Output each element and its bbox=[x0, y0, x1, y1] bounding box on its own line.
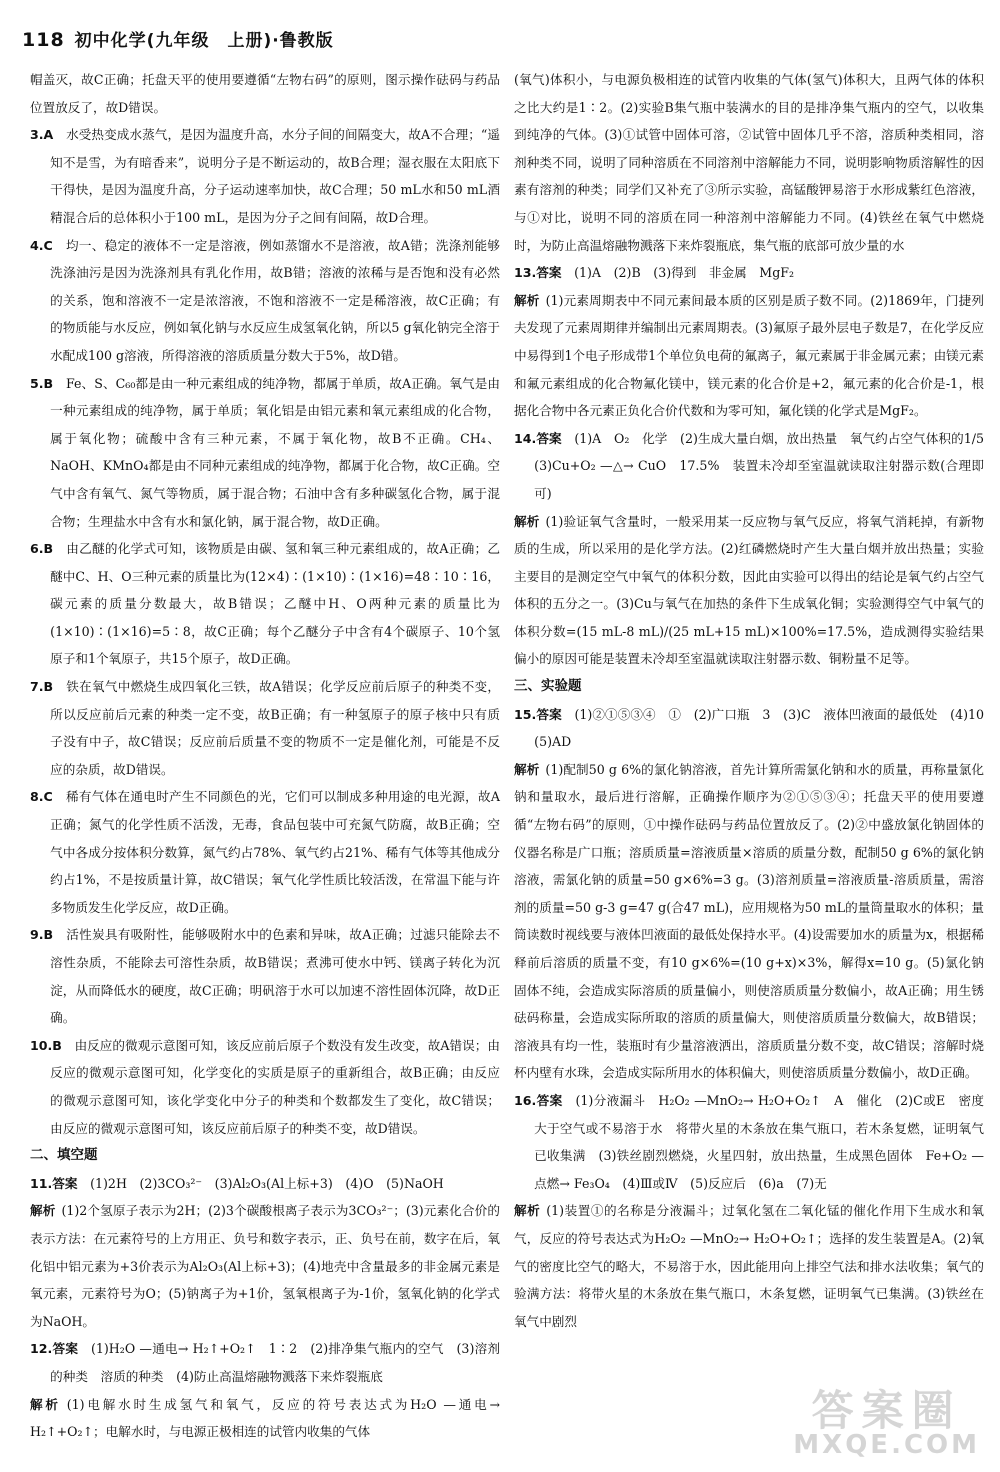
answer: (1)A O₂ 化学 (2)生成大量白烟，放出热量 氧气约占空气体积的1/5 (3)Cu+O₂ —△→ CuO 17.5% 装置未冷却至室温就读取注射器示数(合理即可) bbox=[534, 430, 997, 501]
question-4 bbox=[30, 232, 500, 370]
continuation-text: 帽盖灭，故C正确；托盘天平的使用要遵循“左物右码”的原则，图示操作砝码与药品位置放反了，故D错误。 bbox=[30, 72, 500, 115]
answer-label: 12.答案 bbox=[30, 1341, 79, 1357]
explanation-label: 解析 bbox=[514, 292, 540, 308]
question-10 bbox=[30, 1032, 500, 1142]
answer-label: 16.答案 bbox=[514, 1092, 563, 1108]
question-number: 3.A bbox=[30, 127, 54, 143]
book-title: 初中化学(九年级 上册)·鲁教版 bbox=[74, 31, 334, 51]
question-number: 6.B bbox=[30, 541, 54, 557]
explanation: 均一、稳定的液体不一定是溶液，例如蒸馏水不是溶液，故A错；洗涤剂能够洗涤油污是因为洗涤剂具有乳化作用，故B错；溶液的浓稀与是否饱和没有必然的关系，饱和溶液不一定是浓溶液，不饱和溶液不一定是稀溶液，故C正确；有的物质能与水反应，例如氧化钠与水反应生成氢氧化钠，所以5 g氧化钠完全溶于水配成100 g溶液，所得溶液的溶质质量分数大于5%，故D错。 bbox=[50, 237, 500, 363]
question-15-explanation bbox=[514, 756, 984, 1087]
continuation-text: (氧气)体积小，与电源负极相连的试管内收集的气体(氢气)体积大，且两气体的体积之比大约是1∶2。(2)实验B集气瓶中装满水的目的是排净集气瓶内的空气，以收集到纯净的气体。(3)①试管中固体可溶，②试管中固体几乎不溶，溶质种类相同，溶剂种类不同，说明了同种溶质在不同溶剂中溶解能力不同，说明影响物质溶解性的因素有溶剂的种类；同学们又补充了③所示实验，高锰酸钾易溶于水形成紫红色溶液，与①对比，说明不同的溶质在同一种溶剂中溶解能力不同。(4)铁丝在氧气中燃烧时，为防止高温熔融物溅落下来炸裂瓶底，集气瓶的底部可放少量的水 bbox=[514, 72, 984, 253]
explanation: (1)元素周期表中不同元素间最本质的区别是质子数不同。(2)1869年，门捷列夫发现了元素周期律并编制出元素周期表。(3)氟原子最外层电子数是7，在化学反应中易得到1个电子形成带1个单位负电荷的氟离子，氟元素属于非金属元素；由镁元素和氟元素组成的化合物氟化镁中，镁元素的化合价是+2，氟元素的化合价是-1，根据化合物中各元素正负化合价代数和为零可知，氟化镁的化学式是MgF₂。 bbox=[514, 292, 985, 419]
section-heading: 三、实验题 bbox=[514, 678, 582, 695]
question-12-answer bbox=[30, 1335, 500, 1390]
question-13-answer bbox=[514, 259, 984, 287]
question-number: 4.C bbox=[30, 237, 53, 253]
answer: (1)2H (2)3CO₃²⁻ (3)Al₂O₃(Al上标+3) (4)O (5)NaOH bbox=[90, 1175, 444, 1191]
explanation: (1)2个氢原子表示为2H；(2)3个碳酸根离子表示为3CO₃²⁻；(3)元素化合价的表示方法：在元素符号的上方用正、负号和数字表示，正、负号在前，数字在后，氧化铝中铝元素为+3价表示为Al₂O₃(Al上标+3)；(4)地壳中含量最多的非金属元素是氧元素，元素符号为O；(5)钠离子为+1价，氢氧根离子为-1价，氢氧化钠的化学式为NaOH。 bbox=[30, 1203, 501, 1329]
left-column bbox=[30, 66, 500, 1446]
explanation: Fe、S、C₆₀都是由一种元素组成的纯净物，都属于单质，故A正确。氧气是由一种元素组成的纯净物，属于单质；氧化铝是由铝元素和氧元素组成的化合物，属于氧化物；硫酸中含有三种元素，不属于氧化物，故B不正确。CH₄、NaOH、KMnO₄都是由不同种元素组成的纯净物，都属于化合物，故C正确。空气中含有氧气、氮气等物质，属于混合物；石油中含有多种碳氢化合物，属于混合物；生理盐水中含有水和氯化钠，属于混合物，故D正确。 bbox=[50, 375, 500, 529]
explanation: (1)电解水时生成氢气和氧气，反应的符号表达式为H₂O —通电→ H₂↑+O₂↑；电解水时，与电源正极相连的试管内收集的气体 bbox=[30, 1396, 500, 1440]
explanation-label: 解析 bbox=[514, 761, 540, 777]
question-8 bbox=[30, 783, 500, 921]
explanation: 稀有气体在通电时产生不同颜色的光，它们可以制成多种用途的电光源，故A正确；氮气的化学性质不活泼，无毒，食品包装中可充氮气防腐，故B正确；空气中各成分按体积分数算，氮气约占78%、氧气约占21%、稀有气体等其他成分约占1%，不是按质量计算，故C错误；氧气化学性质比较活泼，在常温下能与许多物质发生化学反应，故D正确。 bbox=[50, 789, 500, 915]
explanation-label: 解析 bbox=[30, 1203, 56, 1219]
question-11-explanation bbox=[30, 1197, 500, 1335]
explanation: 水受热变成水蒸气，是因为温度升高，水分子间的间隔变大，故A不合理；“遥知不是雪，为有暗香来”，说明分子是不断运动的，故B合理；湿衣服在太阳底下干得快，是因为温度升高，分子运动速率加快，故C合理；50 mL水和50 mL酒精混合后的总体积小于100 mL，是因为分子之间有间隔，故D合理。 bbox=[50, 127, 500, 225]
explanation: 铁在氧气中燃烧生成四氧化三铁，故A错误；化学反应前后原子的种类不变，所以反应前后元素的种类一定不变，故B正确；有一种氢原子的原子核中只有质子没有中子，故C错误；反应前后质量不变的物质不一定是催化剂，可能是不反应的杂质，故D错误。 bbox=[50, 679, 500, 777]
question-3 bbox=[30, 121, 500, 231]
question-14-explanation bbox=[514, 508, 984, 674]
question-11-answer bbox=[30, 1170, 500, 1198]
answer-label: 13.答案 bbox=[514, 265, 562, 281]
question-5 bbox=[30, 370, 500, 536]
explanation-label: 解析 bbox=[514, 1203, 541, 1219]
answer: (1)H₂O —通电→ H₂↑+O₂↑ 1∶2 (2)排净集气瓶内的空气 (3)溶剂的种类 溶质的种类 (4)防止高温熔融物溅落下来炸裂瓶底 bbox=[50, 1341, 500, 1384]
question-12-explanation bbox=[30, 1391, 500, 1446]
answer: (1)A (2)B (3)得到 非金属 MgF₂ bbox=[574, 265, 795, 281]
explanation: 由乙醚的化学式可知，该物质是由碳、氢和氧三种元素组成的，故A正确；乙醚中C、H、O三种元素的质量比为(12×4)∶(1×10)∶(1×16)=48∶10∶16，碳元素的质量分数最大，故B错误；乙醚中H、O两种元素的质量比为(1×10)∶(1×16)=5∶8，故C正确；每个乙醚分子中含有4个碳原子、10个氢原子和1个氧原子，共15个原子，故D正确。 bbox=[50, 541, 500, 667]
right-column bbox=[514, 66, 997, 1335]
answer-label: 14.答案 bbox=[514, 430, 562, 446]
site-watermark bbox=[793, 1386, 980, 1460]
answer-label: 11.答案 bbox=[30, 1175, 78, 1191]
explanation: 活性炭具有吸附性，能够吸附水中的色素和异味，故A正确；过滤只能除去不溶性杂质，不能除去可溶性杂质，故B错误；煮沸可使水中钙、镁离子转化为沉淀，从而降低水的硬度，故C正确；明矾溶于水可以加速不溶性固体沉降，故D正确。 bbox=[50, 927, 500, 1026]
explanation-label: 解析 bbox=[30, 1396, 61, 1412]
explanation: (1)装置①的名称是分液漏斗；过氧化氢在二氧化锰的催化作用下生成水和氧气，反应的符号表达式为H₂O₂ —MnO₂→ H₂O+O₂↑；选择的发生装置是A。(2)氧气的密度比空气的略大，不易溶于水，因此能用向上排空气法和排水法收集；氧气的验满方法：将带火星的木条放在集气瓶口，木条复燃，证明氧气已集满。(3)铁丝在氧气中剧烈 bbox=[514, 1203, 985, 1329]
question-number: 7.B bbox=[30, 679, 54, 695]
watermark-url: MXQE.COM bbox=[793, 1430, 980, 1460]
question-number: 9.B bbox=[30, 927, 54, 943]
question-14-answer bbox=[514, 425, 997, 508]
question-6 bbox=[30, 535, 500, 673]
explanation: (1)配制50 g 6%的氯化钠溶液，首先计算所需氯化钠和水的质量，再称量氯化钠和量取水，最后进行溶解，正确操作顺序为②①⑤③④；托盘天平的使用要遵循“左物右码”的原则，①中操作砝码与药品位置放反了。(2)②中盛放氯化钠固体的仪器名称是广口瓶；溶质质量=溶液质量×溶质的质量分数，配制50 g 6%的氯化钠溶液，需氯化钠的质量=50 g×6%=3 g。(3)溶剂质量=溶液质量-溶质质量，需溶剂的质量=50 g-3 g=47 g(合47 mL)，应用规格为50 mL的量筒量取水的体积；量筒读数时视线要与液体凹液面的最低处保持水平。(4)设需要加水的质量为x，根据稀释前后溶质的质量不变，有10 g×6%=(10 g+x)×3%，解得x=10 g。(5)氯化钠固体不纯，会造成实际溶质的质量偏小，则使溶质质量分数偏小，故A正确；用生锈砝码称量，会造成实际所取的溶质的质量偏大，则使溶质质量分数偏大，故B错误；溶液具有均一性，装瓶时有少量溶液洒出，溶质质量分数不变，故C错误；溶解时烧杯内壁有水珠，会造成实际所用水的体积偏大，则使溶质质量分数偏小，故D正确。 bbox=[514, 761, 984, 1081]
question-9 bbox=[30, 921, 500, 1031]
question-number: 8.C bbox=[30, 789, 53, 805]
question-number: 5.B bbox=[30, 375, 54, 391]
question-number: 10.B bbox=[30, 1037, 62, 1053]
watermark-title: 答案圈 bbox=[811, 1386, 962, 1435]
page-number: 118 bbox=[22, 29, 65, 51]
question-7 bbox=[30, 673, 500, 783]
explanation-label: 解析 bbox=[514, 513, 540, 529]
answer-label: 15.答案 bbox=[514, 706, 562, 722]
question-16-answer bbox=[514, 1087, 984, 1197]
answer: (1)②①⑤③④ ① (2)广口瓶 3 (3)C 液体凹液面的最低处 (4)10 (5)AD bbox=[534, 706, 997, 750]
question-15-answer bbox=[514, 701, 997, 756]
question-13-explanation bbox=[514, 287, 984, 425]
page-header bbox=[22, 26, 334, 51]
explanation: 由反应的微观示意图可知，该反应前后原子个数没有发生改变，故A错误；由反应的微观示意图可知，化学变化的实质是原子的重新组合，故B正确；由反应的微观示意图可知，该化学变化中分子的种类和个数都发生了变化，故C错误；由反应的微观示意图可知，该反应前后原子的种类不变，故D错误。 bbox=[50, 1037, 500, 1136]
explanation: (1)验证氧气含量时，一般采用某一反应物与氧气反应，将氧气消耗掉，有新物质的生成，所以采用的是化学方法。(2)红磷燃烧时产生大量白烟并放出热量；实验主要目的是测定空气中氧气的体积分数，因此由实验可以得出的结论是氧气约占空气体积的五分之一。(3)Cu与氧气在加热的条件下生成氧化铜；实验测得空气中氧气的体积分数=(15 mL-8 mL)/(25 mL+15 mL)×100%=17.5%，造成测得实验结果偏小的原因可能是装置未冷却至室温就读取注射器示数、铜粉量不足等。 bbox=[514, 513, 985, 667]
answer: (1)分液漏斗 H₂O₂ —MnO₂→ H₂O+O₂↑ A 催化 (2)C或E 密度大于空气或不易溶于水 将带火星的木条放在集气瓶口，若木条复燃，证明氧气已收集满 (3)铁丝剧烈燃烧，火星四射，放出热量，生成黑色固体 Fe+O₂ —点燃→ Fe₃O₄ (4)Ⅲ或Ⅳ (5)反应后 (6)a (7)无 bbox=[534, 1092, 985, 1191]
question-16-explanation bbox=[514, 1197, 984, 1335]
section-heading: 二、填空题 bbox=[30, 1147, 98, 1164]
